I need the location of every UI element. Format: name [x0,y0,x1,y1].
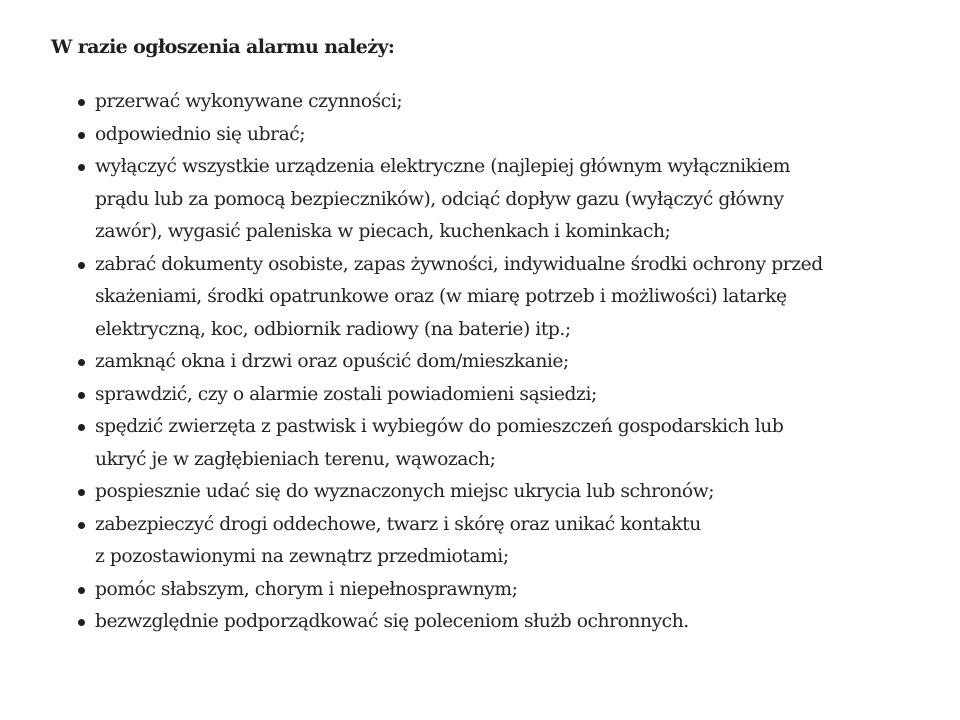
list-item-line: prądu lub za pomocą bezpieczników), odciąć dopływ gazu (wyłączyć główny [95,188,784,210]
list-item [51,509,931,574]
bullet-icon [78,99,85,106]
list-item-line: zabrać dokumenty osobiste, zapas żywności, indywidualne środki ochrony przed [95,253,823,275]
bullet-icon [78,619,85,626]
list-item [51,346,931,379]
list-item [51,379,931,412]
heading: W razie ogłoszenia alarmu należy: [51,36,395,58]
list-item [51,249,931,347]
instruction-list [51,86,931,639]
list-item-line: elektryczną, koc, odbiornik radiowy (na baterie) itp.; [95,318,571,340]
list-item-line: przerwać wykonywane czynności; [95,91,403,112]
list-item-line: pomóc słabszym, chorym i niepełnosprawnym; [95,578,518,600]
list-item [51,119,931,152]
bullet-icon [78,359,85,366]
bullet-icon [78,489,85,496]
bullet-icon [78,587,85,594]
list-item-line: ukryć je w zagłębieniach terenu, wąwozach; [95,448,496,470]
list-item-line: sprawdzić, czy o alarmie zostali powiadomieni sąsiedzi; [95,383,597,405]
list-item [51,476,931,509]
bullet-icon [78,164,85,171]
bullet-icon [78,262,85,269]
list-item [51,411,931,476]
list-item [51,151,931,249]
list-item [51,574,931,607]
list-item-line: spędzić zwierzęta z pastwisk i wybiegów do pomieszczeń gospodarskich lub [95,416,784,437]
bullet-icon [78,424,85,431]
list-item-line: zawór), wygasić paleniska w piecach, kuchenkach i kominkach; [95,221,671,242]
list-item-line: skażeniami, środki opatrunkowe oraz (w miarę potrzeb i możliwości) latarkę [95,286,787,307]
list-item-line: z pozostawionymi na zewnątrz przedmiotami; [95,546,509,567]
list-item-line: pospiesznie udać się do wyznaczonych miejsc ukrycia lub schronów; [95,481,715,502]
list-item-line: zabezpieczyć drogi oddechowe, twarz i skórę oraz unikać kontaktu [95,513,701,535]
list-item [51,606,931,639]
list-item-line: bezwzględnie podporządkować się poleceniom służb ochronnych. [95,611,689,632]
bullet-icon [78,132,85,139]
bullet-icon [78,392,85,399]
list-item-line: wyłączyć wszystkie urządzenia elektryczne (najlepiej głównym wyłącznikiem [95,156,790,177]
bullet-icon [78,522,85,529]
list-item [51,86,931,119]
list-item-line: odpowiednio się ubrać; [95,123,306,145]
list-item-line: zamknąć okna i drzwi oraz opuścić dom/mieszkanie; [95,351,569,372]
document [51,30,931,639]
